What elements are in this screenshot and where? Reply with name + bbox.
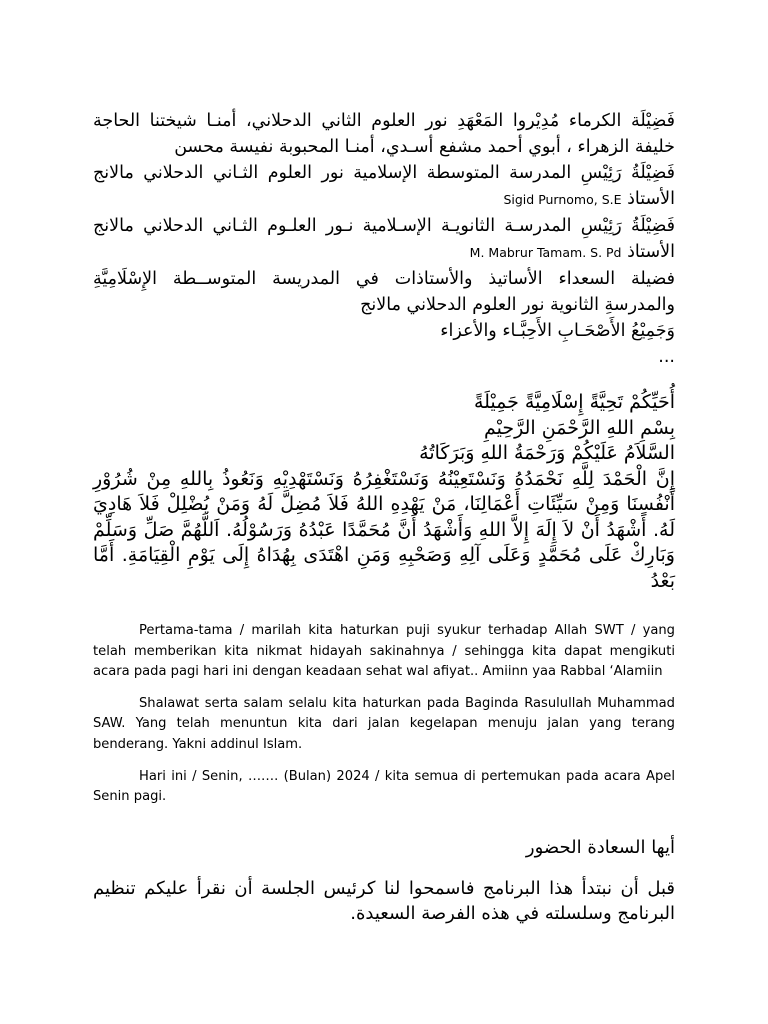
- greeting-head-ma: [93, 213, 675, 266]
- event-paragraph: Hari ini / Senin, ……. (Bulan) 2024 / kita semua di pertemukan pada acara Apel Senin pagi.: [93, 768, 675, 805]
- greeting-head-mts-arabic: فَضِيْلَةُ رَئِيْسِ المدرسة المتوسطة الإسلامية نور العلوم الثـاني الدحلاني مالانج الأستاذ: [93, 163, 675, 209]
- program-intro-paragraph: قبل أن نبتدأ هذا البرنامج فاسمحوا لنا كرئيس الجلسة أن نقرأ عليكم تنظيم البرنامج وسلسلته في هذه الفرصة السعيدة.: [93, 878, 675, 924]
- greetings-section: [93, 108, 675, 370]
- document-page: [93, 0, 675, 1024]
- khutbah-hajat-paragraph: إِنَّ الْحَمْدَ لِلَّهِ نَحْمَدُهُ وَنَسْتَعِيْنُهُ وَنَسْتَغْفِرُهُ وَنَسْتَهْدِيْهِ وَنَعُوذُ بِاللهِ مِنْ شُرُوْرِ أَنْفُسِنَا وَمِنْ سَيِّئَاتِ أَعْمَالِنَا، مَنْ يَهْدِهِ اللهُ فَلاَ مُضِلَّ لَهُ وَمَنْ يُضْلِلْ فَلاَ هَادِيَ لَهُ. أَشْهَدُ أَنْ لاَ إِلَهَ إِلاَّ اللهِ وَأَشْهَدُ أَنَّ مُحَمَّدًا عَبْدُهُ وَرَسُوْلُهُ. اَللَّهُمَّ صَلِّ وَسَلِّمْ وَبَارِكْ عَلَى مُحَمَّدٍ وَعَلَى آلِهِ وَصَحْبِهِ وَمَنِ اهْتَدَى بِهُدَاهُ إِلَى يَوْمِ الْقِيَامَةِ. أَمَّا بَعْدُ: [93, 467, 675, 592]
- greeting-ellipsis: ...: [658, 347, 675, 367]
- closing-section: [93, 835, 675, 926]
- greeting-head-mts-name: Sigid Purnomo, S.E: [503, 192, 622, 207]
- greeting-friends: وَجَمِيْعُ الأَصْحَـابِ الأَحِبَّـاء والأعزاء: [440, 321, 675, 341]
- greeting-mudir: فَضِيْلَة الكرماء مُدِيْروا المَعْهَدِ نور العلوم الثاني الدحلاني، أمنـا شيختنا الحاجة خليفة الزهراء ، أبوي أحمد مشفع أسـدي، أمنـا المحبوبة نفيسة محسن: [93, 111, 675, 157]
- greeting-head-ma-arabic: فَضِيْلَةُ رَئِيْسِ المدرسـة الثانويـة الإسـلامية نـور العلـوم الثـاني الدحلاني مالانج الأستاذ: [93, 216, 675, 262]
- greeting-teachers: فضيلة السعداء الأساتيذ والأستاذات في المدريسة المتوســطة الإِسْلَامِيَّةِ والمدرسةِ الثانوية نور العلوم الدحلاني مالانج: [93, 269, 675, 315]
- opening-paragraph: Pertama-tama / marilah kita haturkan puji syukur terhadap Allah SWT / yang telah memberikan kita nikmat hidayah sakinahnya / sehingga kita dapat mengikuti acara pada pagi hari ini dengan keadaan sehat wal afiyat.. Amiinn yaa Rabbal ‘Alamiin: [93, 623, 675, 680]
- opening-dua-section: [93, 390, 675, 594]
- shalawat-paragraph: Shalawat serta salam selalu kita haturkan pada Baginda Rasulullah Muhammad SAW. Yang telah menuntun kita dari jalan kegelapan menuju jalan yang terang benderang. Yakni addinul Islam.: [93, 695, 675, 752]
- basmalah-line: بِسْمِ اللهِ الرَّحْمَنِ الرَّحِيْمِ: [484, 416, 675, 439]
- salutation-line: أُحَيِّكُمْ تَحِيَّةً إِسْلَامِيَّةً جَمِيْلَةً: [473, 391, 675, 413]
- indonesian-section: [93, 621, 675, 819]
- greeting-head-mts: [93, 160, 675, 213]
- greeting-head-ma-name: M. Mabrur Tamam. S. Pd: [469, 245, 622, 260]
- salam-line: السَّلاَمُ عَلَيْكُمْ وَرَحْمَةُ اللهِ وَبَرَكَاتُهُ: [419, 442, 675, 464]
- audience-address-heading: أيها السعادة الحضور: [525, 837, 675, 858]
